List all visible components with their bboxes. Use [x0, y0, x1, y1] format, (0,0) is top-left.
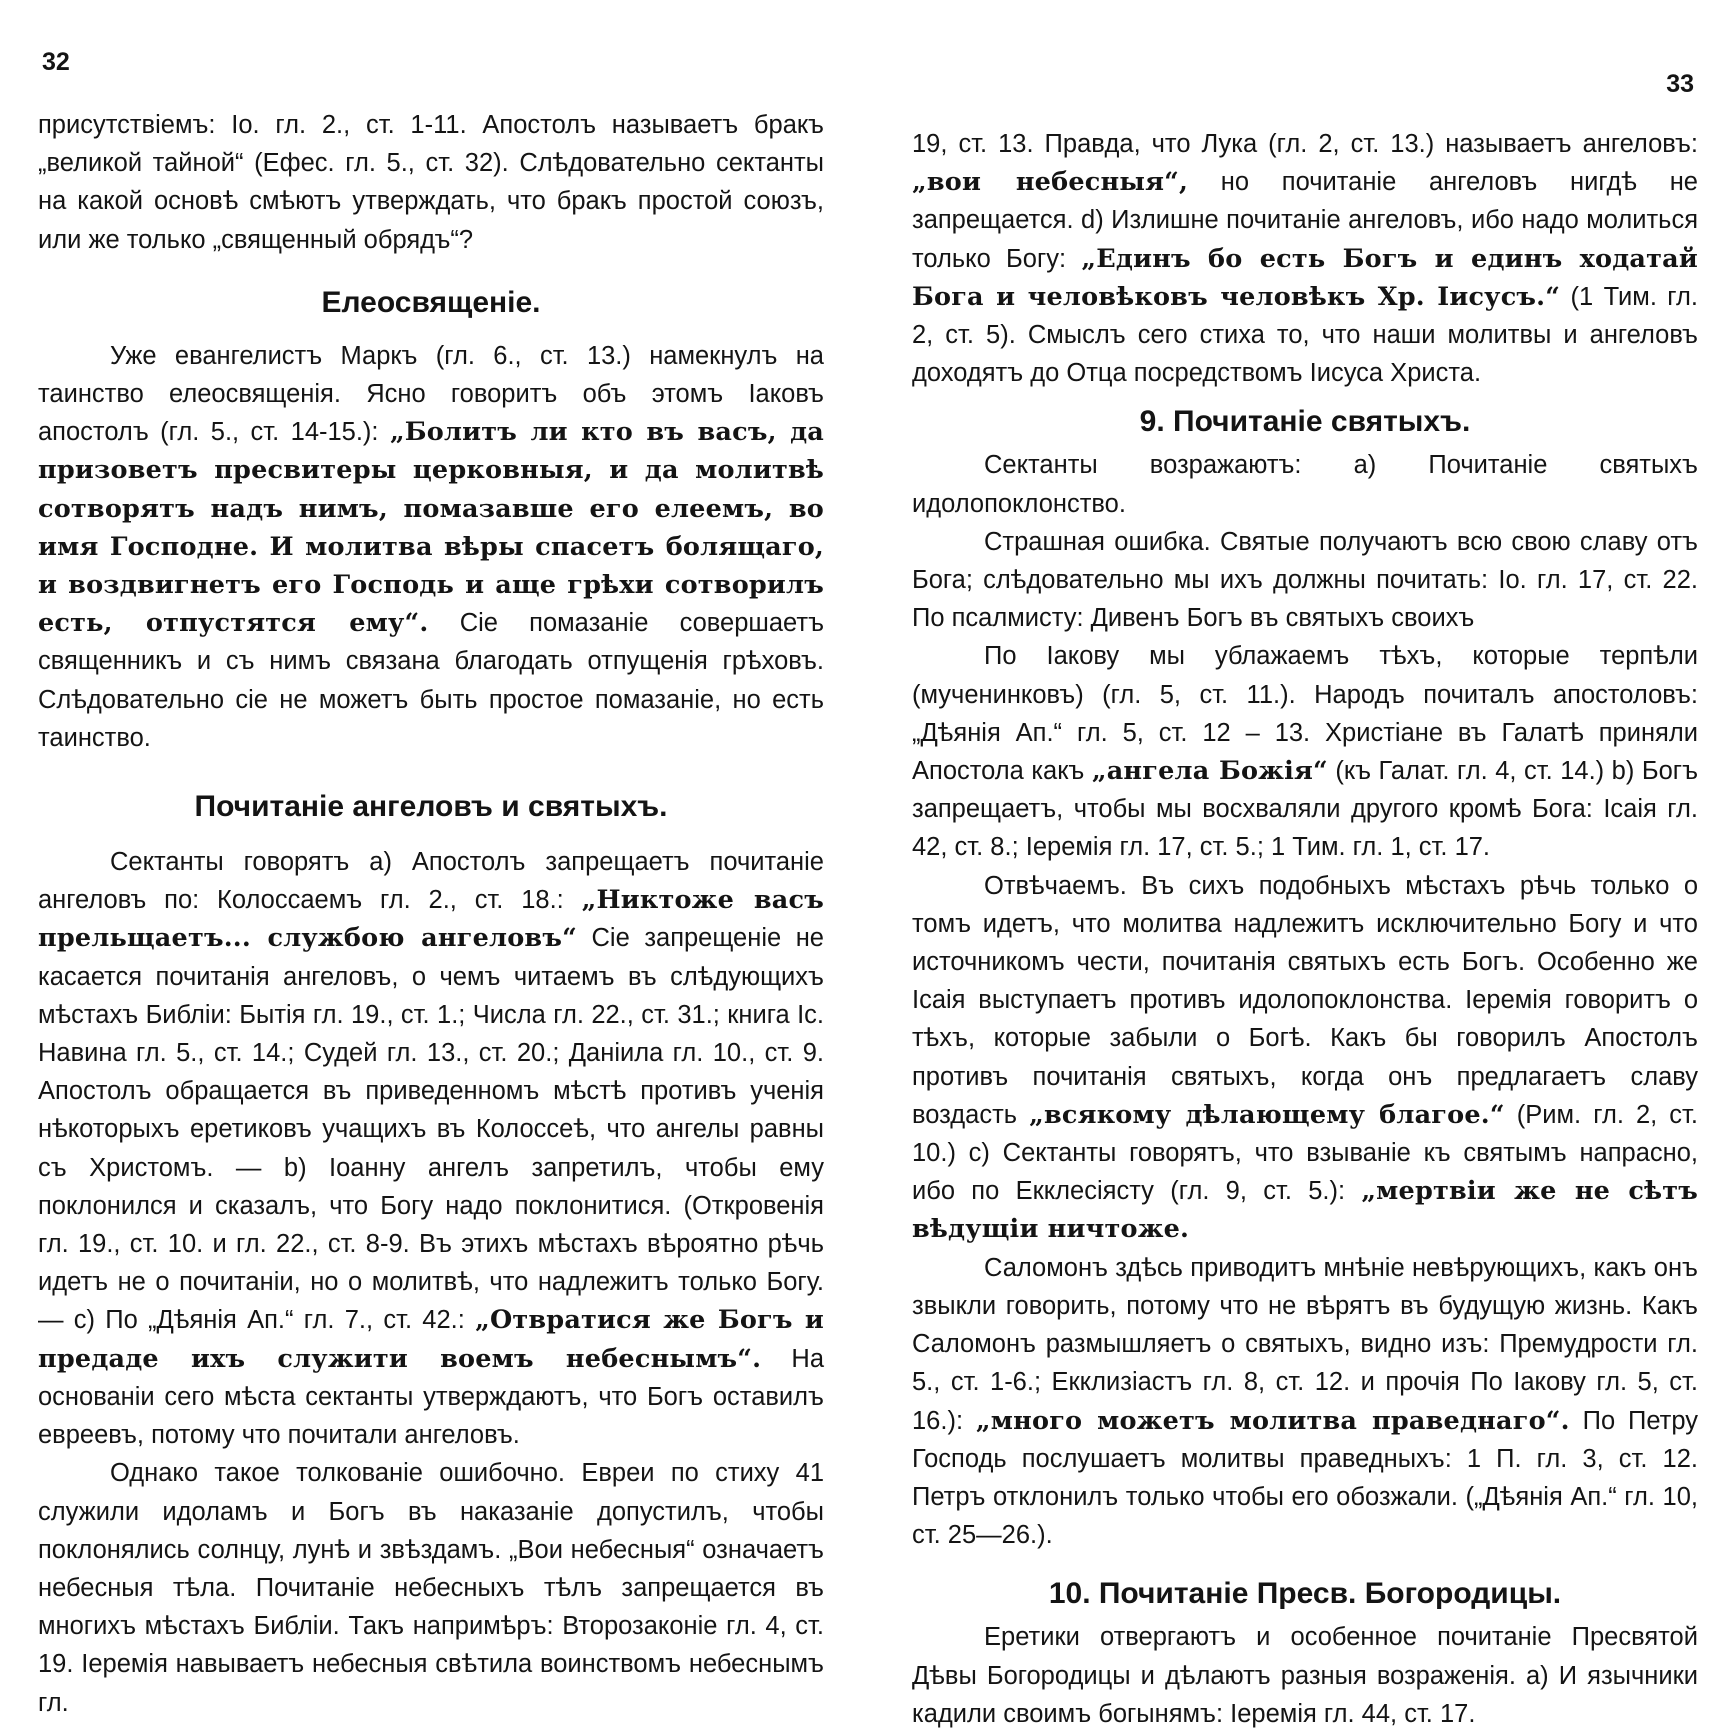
paragraph: Сектанты возражаютъ: a) Почитаніе святыхъ идолопоклонство. — [912, 451, 1698, 518]
paragraph — [38, 843, 824, 1454]
scripture-quote: „мертвіи же не сѣтъ вѣдущіи ничтоже. — [912, 1176, 1698, 1245]
paragraph-text: По Іакову мы ублажаемъ тѣхъ, которые терпѣли (мученинковъ) (гл. 5, ст. 11.). Народъ почиталъ апостоловъ: „Дѣянія Ап.“ гл. 5, ст. 12 – 13. Христіане въ Галатѣ приняли Апостола какъ — [912, 642, 1698, 786]
paragraph: Страшная ошибка. Святые получаютъ всю свою славу отъ Бога; слѣдовательно мы ихъ должны почитать: Іо. гл. 17, ст. 22. По псалмисту: Дивенъ Богъ въ святыхъ своихъ — [912, 527, 1698, 633]
page-number: 33 — [1666, 70, 1694, 98]
paragraph-text: (Рим. гл. 2, ст. 10.) c) Сектанты говорятъ, что взываніе къ святымъ напрасно, ибо по Екклесіясту (гл. 9, ст. 5.): — [912, 1100, 1698, 1206]
paragraph-text: Уже евангелистъ Маркъ (гл. 6., ст. 13.) намекнулъ на таинство елеосвященія. Ясно говоритъ объ этомъ Іаковъ апостолъ (гл. 5., ст. 14-15.): — [38, 341, 824, 447]
paragraph — [912, 867, 1698, 1249]
paragraph-text: но почитаніе ангеловъ нигдѣ не запрещается. d) Излишне почитаніе ангеловъ, ибо надо молиться только Богу: — [912, 168, 1698, 273]
paragraph-text: По Петру Господь послушаетъ молитвы праведныхъ: 1 П. гл. 3, ст. 12. Петръ отклонилъ только чтобы его обозжали. („Дѣянія Ап.“ гл. 10, ст. 25—26.). — [912, 1406, 1698, 1550]
left-page — [0, 0, 860, 1717]
paragraph: Еретики отвергаютъ и особенное почитаніе Пресвятой Дѣвы Богородицы и дѣлаютъ разныя возраженія. a) И язычники кадили своимъ богынямъ: Іеремія гл. 44, ст. 17. — [912, 1623, 1698, 1728]
paragraph-text: (1 Тим. гл. 2, ст. 5). Смыслъ сего стиха то, что наши молитвы и ангеловъ доходятъ до Отца посредствомъ Іисуса Христа. — [912, 282, 1698, 388]
scripture-quote: „ангела Божія“ — [1091, 756, 1328, 787]
section-heading-unction: Елеосвященіе. — [321, 285, 541, 319]
scripture-quote: „Болитъ ли кто въ васъ, да призоветъ пресвитеры церковныя, и да молитвѣ сотворятъ надъ нимъ, помазавше его елеемъ, во имя Господне. И молитва вѣры спасетъ болящаго, и воздвигнетъ его Господь и аще грѣхи сотворилъ есть, отпустятся ему“. — [38, 417, 824, 639]
paragraph — [38, 337, 824, 757]
scripture-quote: „вои небесныя“, — [912, 167, 1189, 198]
scripture-quote: „всякому дѣлающему благое.“ — [1029, 1099, 1505, 1130]
scripture-quote: „много можетъ молитва праведнаго“. — [975, 1405, 1570, 1436]
paragraph-text: 19, ст. 13. Правда, что Лука (гл. 2, ст. 13.) называетъ ангеловъ: — [912, 130, 1698, 158]
paragraph: присутствіемъ: Іо. гл. 2., ст. 1-11. Апостолъ называетъ бракъ „великой тайной“ (Ефес. гл. 5., ст. 32). Слѣдовательно сектанты на какой основѣ смѣютъ утверждать, что бракъ простой союзъ, или же только „священный обрядъ“? — [38, 111, 824, 254]
scripture-quote: „Никтоже васъ прельщаетъ... службою ангеловъ“ — [38, 885, 824, 954]
section-heading-theotokos: 10. Почитаніе Пресв. Богородицы. — [1048, 1577, 1562, 1611]
paragraph-text: Сіе помазаніе совершаетъ священникъ и съ нимъ связана благодать отпущенія грѣховъ. Слѣдовательно сіе не можетъ быть простое помазаніе, но есть таинство. — [38, 609, 825, 752]
page-number: 32 — [42, 48, 70, 76]
paragraph — [912, 1249, 1698, 1555]
paragraph — [912, 637, 1698, 866]
paragraph-text: Сектанты говорятъ a) Апостолъ запрещаетъ почитаніе ангеловъ по: Колоссаемъ гл. 2., ст. 18.: — [38, 848, 824, 915]
paragraph: Однако такое толкованіе ошибочно. Евреи по стиху 41 служили идоламъ и Богъ въ наказаніе допустилъ, чтобы поклонялись солнцу, лунѣ и звѣздамъ. „Вои небесныя“ означаетъ небесныя тѣла. Почитаніе небесныхъ тѣлъ запрещается въ многихъ мѣстахъ Библіи. Такъ напримѣръ: Второзаконіе гл. 4, ст. 19. Іеремія навываетъ небесныя свѣтила воинствомъ небеснымъ гл. — [38, 1459, 824, 1717]
right-page — [860, 0, 1722, 1728]
scripture-quote: „Единъ бо есть Богъ и единъ ходатай Бога и человѣковъ человѣкъ Хр. Іисусъ.“ — [912, 243, 1698, 312]
paragraph-text: Саломонъ здѣсь приводитъ мнѣніе невѣрующихъ, какъ онъ звыкли говорить, потому что не вѣрятъ въ будущую жизнь. Какъ Саломонъ размышляетъ о святыхъ, видно изъ: Премудрости гл. 5., ст. 1-6.; Екклизіастъ гл. 8, ст. 12. и прочія По Іакову гл. 5, ст. 16.): — [912, 1253, 1698, 1435]
paragraph-text: (къ Галат. гл. 4, ст. 14.) b) Богъ запрещаетъ, чтобы мы восхваляли другого кромѣ Бога: Ісаія гл. 42, ст. 8.; Іеремія гл. 17, ст. 5.; 1 Тим. гл. 1, ст. 17. — [912, 757, 1699, 862]
paragraph-text: Отвѣчаемъ. Въ сихъ подобныхъ мѣстахъ рѣчь только о томъ идетъ, что молитва надлежитъ исключительно Богу и что источникомъ чести, почитанія святыхъ есть Богъ. Особенно же Ісаія выступаетъ противъ идолопоклонства. Іеремія говоритъ о тѣхъ, которые забыли о Богѣ. Какъ бы говорилъ Апостолъ противъ почитанія святыхъ, когда онъ предлагаетъ славу воздасть — [912, 871, 1698, 1129]
paragraph — [912, 125, 1698, 392]
section-heading-veneration-angels: Почитаніе ангеловъ и святыхъ. — [194, 790, 668, 824]
paragraph-text: На основаніи сего мѣста сектанты утверждаютъ, что Богъ оставилъ евреевъ, потому что почитали ангеловъ. — [38, 1344, 825, 1450]
paragraph-text: Сіе запрещеніе не касается почитанія ангеловъ, о чемъ читаемъ въ слѣдующихъ мѣстахъ Библіи: Бытія гл. 19., ст. 1.; Числа гл. 22., ст. 31.; книга Іс. Навина гл. 5., ст. 14.; Судей гл. 13., ст. 20.; Даніила гл. 10., ст. 9. Апостолъ обращается въ приведенномъ мѣстѣ противъ ученія нѣкоторыхъ еретиковъ учащихъ въ Колоссеѣ, что ангелы равны съ Христомъ. — b) Іоанну ангелъ запретилъ, чтобы ему поклонился и сказалъ, что Богу надо поклонитися. (Откровенія гл. 19., ст. 10. и гл. 22., ст. 8-9. Въ этихъ мѣстахъ вѣроятно рѣчь идетъ не о почитаніи, но о молитвѣ, что надлежитъ только Богу. — c) По „Дѣянія Ап.“ гл. 7., ст. 42.: — [38, 924, 824, 1335]
text-column — [38, 106, 824, 1722]
scripture-quote: „Отвратися же Богъ и предаде ихъ служити воемъ небеснымъ“. — [38, 1305, 824, 1374]
section-heading-veneration-saints: 9. Почитаніе святыхъ. — [1139, 405, 1471, 439]
text-column — [912, 125, 1698, 1733]
